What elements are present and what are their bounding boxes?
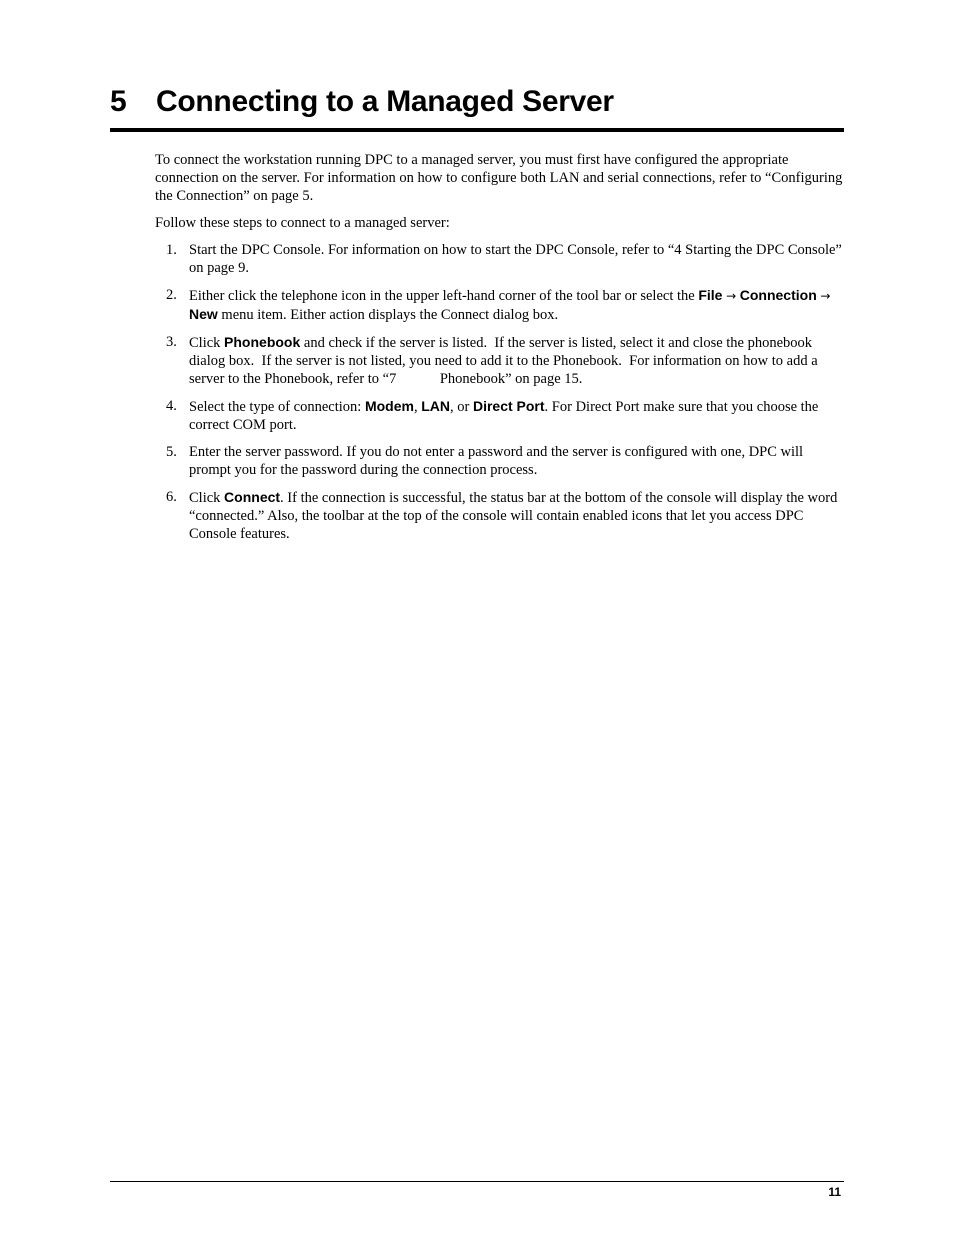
menu-arrow-icon: → bbox=[820, 289, 831, 303]
step-text: Either click the telephone icon in the upper left-hand corner of the tool bar or select the bbox=[189, 288, 699, 304]
menu-term-file: File bbox=[698, 287, 723, 303]
footer-rule bbox=[110, 1181, 844, 1182]
menu-arrow-icon: → bbox=[726, 289, 737, 303]
step-number: 3. bbox=[166, 334, 177, 350]
step-1 bbox=[155, 241, 844, 277]
section-number: 5 bbox=[110, 85, 127, 118]
step-4 bbox=[155, 397, 844, 434]
separator: , or bbox=[450, 399, 473, 415]
ui-term-modem: Modem bbox=[364, 398, 414, 414]
page-number: 11 bbox=[828, 1185, 841, 1199]
step-number: 1. bbox=[166, 242, 177, 258]
step-3 bbox=[155, 333, 844, 388]
body-content bbox=[155, 151, 844, 552]
step-5 bbox=[155, 443, 844, 479]
ui-term-phonebook: Phonebook bbox=[224, 334, 301, 350]
separator: , bbox=[413, 399, 422, 415]
intro-paragraph: To connect the workstation running DPC to a managed server, you must first have configured the appropriate connection on the server. For information on how to configure both LAN and serial connections, refer to “Configuring the Connection” on page 5. bbox=[155, 152, 843, 204]
step-text: and check if the server is listed. If the server is listed, select it and close the phonebook dialog box. If the server is not listed, you need to add it to the Phonebook. For information on how to add a server to the Phonebook, refer to “7 Phonebook” on page 15. bbox=[189, 335, 822, 387]
ui-term-connect: Connect bbox=[224, 489, 281, 505]
menu-term-connection: Connection bbox=[739, 287, 817, 303]
ui-term-lan: LAN bbox=[421, 398, 450, 414]
menu-term-new: New bbox=[189, 306, 218, 322]
step-6 bbox=[155, 488, 844, 543]
step-number: 6. bbox=[166, 489, 177, 505]
title-rule bbox=[110, 128, 844, 132]
step-text: Click bbox=[189, 490, 225, 506]
ui-term-direct-port: Direct Port bbox=[472, 398, 545, 414]
step-text: Click bbox=[189, 335, 225, 351]
step-text: Enter the server password. If you do not enter a password and the server is configured with one, DPC will prompt you for the password during the connection process. bbox=[189, 444, 804, 478]
step-text: Select the type of connection: bbox=[189, 399, 365, 415]
page-title bbox=[110, 82, 844, 122]
step-text: . If the connection is successful, the status bar at the bottom of the console will display the word “connected.” Also, the toolbar at the top of the console will contain enabled icons that let you access DPC Console features. bbox=[189, 490, 838, 542]
step-text: Start the DPC Console. For information on how to start the DPC Console, refer to “4 Starting the DPC Console” on page 9. bbox=[189, 242, 842, 276]
step-text: . For Direct Port make sure that you choose the correct COM port. bbox=[189, 399, 819, 433]
steps-lead: Follow these steps to connect to a managed server: bbox=[155, 215, 450, 231]
steps-list bbox=[155, 241, 844, 543]
step-number: 5. bbox=[166, 444, 177, 460]
step-number: 4. bbox=[166, 398, 177, 414]
section-title: Connecting to a Managed Server bbox=[156, 85, 614, 118]
step-2 bbox=[155, 286, 844, 324]
step-text: menu item. Either action displays the Connect dialog box. bbox=[217, 307, 559, 323]
step-number: 2. bbox=[166, 287, 177, 303]
